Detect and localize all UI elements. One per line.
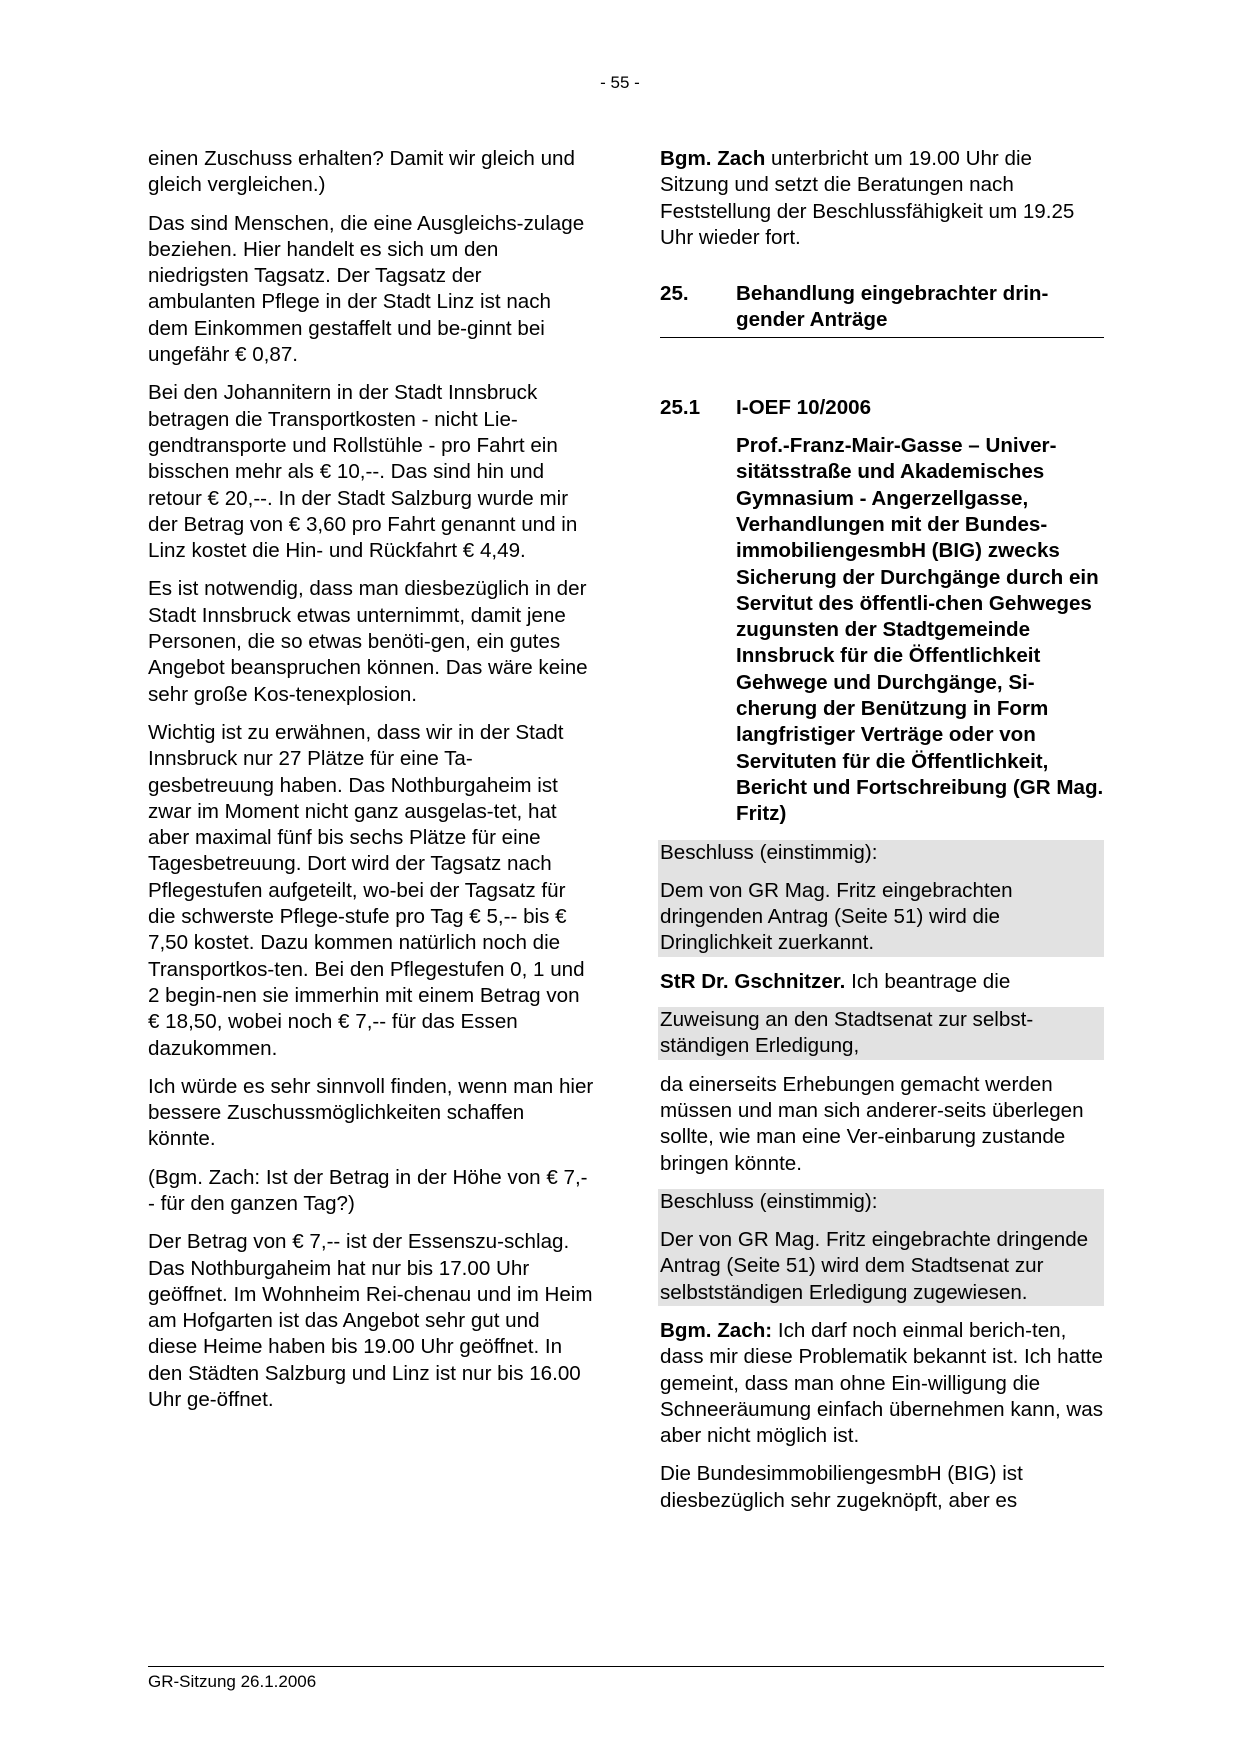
speaker-name: StR Dr. Gschnitzer. [660,969,846,993]
motion-shaded-text: Zuweisung an den Stadtsenat zur selbst-ständigen Erledigung, [658,1007,1104,1060]
sub-item-heading [660,395,1104,421]
paragraph: Bei den Johannitern in der Stadt Innsbruck betragen die Transportkosten - nicht Lie-gendtransporte und Rollstühle - pro Fahrt ein bisschen mehr als € 10,--. Das sind hin und retour € 20,--. In der Stadt Salzburg wurde mir der Betrag von € 3,60 pro Fahrt genannt und in Linz kostet die Hin- und Rückfahrt € 4,49. [148,381,578,563]
footer-session-date: GR-Sitzung 26.1.2006 [148,1672,317,1691]
page-number: - 55 - [600,73,640,92]
sub-item-subject [736,433,1104,827]
agenda-item-title: Behandlung eingebrachter drin-gender Anträge [736,282,1049,332]
paragraph: Wichtig ist zu erwähnen, dass wir in der Stadt Innsbruck nur 27 Plätze für eine Ta-gesbetreuung haben. Das Nothburgaheim ist zwar im Moment nicht ganz ausgelas-tet, hat aber maximal fünf bis sechs Plätze für eine Tagesbetreuung. Dort wird der Tagsatz nach Pflegestufen aufgeteilt, wo-bei der Tagsatz für die schwerste Pflege-stufe pro Tag € 5,-- bis € 7,50 kostet. Dazu kommen natürlich noch die Transportkos-ten. Bei den Pflegestufen 0, 1 und 2 begin-nen sie immerhin mit einem Betrag von € 18,50, wobei noch € 7,-- für das Essen dazukommen. [148,720,585,1060]
sub-item-code: I-OEF 10/2006 [736,395,872,419]
paragraph: Die BundesimmobiliengesmbH (BIG) ist diesbezüglich sehr zugeknöpft, aber es [660,1462,1023,1512]
paragraph: Ich würde es sehr sinnvoll finden, wenn man hier bessere Zuschussmöglichkeiten schaffen könnte. [148,1074,594,1151]
sub-item-number: 25.1 [660,395,701,419]
resolution-label: Beschluss (einstimmig): [660,1189,878,1213]
paragraph-text: Ich darf noch einmal berich-ten, dass mir diese Problematik bekannt ist. Ich hatte gemeint, dass man ohne Ein-willigung die Schneeräumung einfach übernehmen kann, was aber nicht möglich ist. [660,1318,1104,1448]
left-column [148,146,594,1425]
session-break-paragraph [660,146,1104,251]
paragraph: Es ist notwendig, dass man diesbezüglich in der Stadt Innsbruck etwas unternimmt, damit jene Personen, die so etwas benöti-gen, ein gutes Angebot beanspruchen können. Das wäre keine sehr große Kos-tenexplosion. [148,577,588,706]
footer-divider [148,1666,1104,1667]
speaker-name: Bgm. Zach: [660,1318,773,1342]
paragraph: Das sind Menschen, die eine Ausgleichs-zulage beziehen. Hier handelt es sich um den niedrigsten Tagsatz. Der Tagsatz der ambulanten Pflege in der Stadt Linz ist nach dem Einkommen gestaffelt und be-ginnt bei ungefähr € 0,87. [148,211,585,367]
resolution-label: Beschluss (einstimmig): [660,840,878,864]
resolution-block [658,840,1104,957]
motion-paragraph [660,969,1104,995]
statement-paragraph [660,1318,1104,1449]
paragraph-text: unterbricht um 19.00 Uhr die Sitzung und setzt die Beratungen nach Feststellung der Beschlussfähigkeit um 19.25 Uhr wieder fort. [660,147,1075,249]
resolution-block [658,1189,1104,1306]
subject-text: Gehwege und Durchgänge, Si-cherung der Benützung in Form langfristiger Verträge oder von Servituten für die Öffentlichkeit, Bericht und Fortschreibung (GR Mag. Fritz) [736,670,1104,826]
subject-text: Prof.-Franz-Mair-Gasse – Univer-sitätsstraße und Akademisches Gymnasium - Angerzellgasse, Verhandlungen mit der Bundes-immobiliengesmbH (BIG) zwecks Sicherung der Durchgänge durch ein Servitut des öffentli-chen Gehweges zugunsten der Stadtgemeinde Innsbruck für die Öffentlichkeit [736,434,1099,668]
resolution-text: Der von GR Mag. Fritz eingebrachte dringende Antrag (Seite 51) wird dem Stadtsenat zur selbstständigen Erledigung zugewiesen. [660,1228,1089,1304]
motion-reason: da einerseits Erhebungen gemacht werden müssen und man sich anderer-seits überlegen sollte, wie man eine Ver-einbarung zustande bringen könnte. [660,1072,1084,1175]
paragraph: Der Betrag von € 7,-- ist der Essenszu-schlag. Das Nothburgaheim hat nur bis 17.00 Uhr geöffnet. Im Wohnheim Rei-chenau und im Heim am Hofgarten ist das Angebot sehr gut und diese Heime haben bis 19.00 Uhr geöffnet. In den Städten Salzburg und Linz ist nur bis 16.00 Uhr ge-öffnet. [148,1230,593,1412]
resolution-text: Dem von GR Mag. Fritz eingebrachten dringenden Antrag (Seite 51) wird die Dringlichkeit zuerkannt. [660,878,1013,955]
right-column [660,146,1104,1526]
agenda-item-number: 25. [660,282,689,306]
agenda-item-heading [660,281,1104,338]
paragraph-text: Ich beantrage die [845,969,1011,993]
speaker-name: Bgm. Zach [660,147,766,170]
paragraph: einen Zuschuss erhalten? Damit wir gleich und gleich vergleichen.) [148,147,575,197]
paragraph: (Bgm. Zach: Ist der Betrag in der Höhe von € 7,-- für den ganzen Tag?) [148,1165,588,1215]
